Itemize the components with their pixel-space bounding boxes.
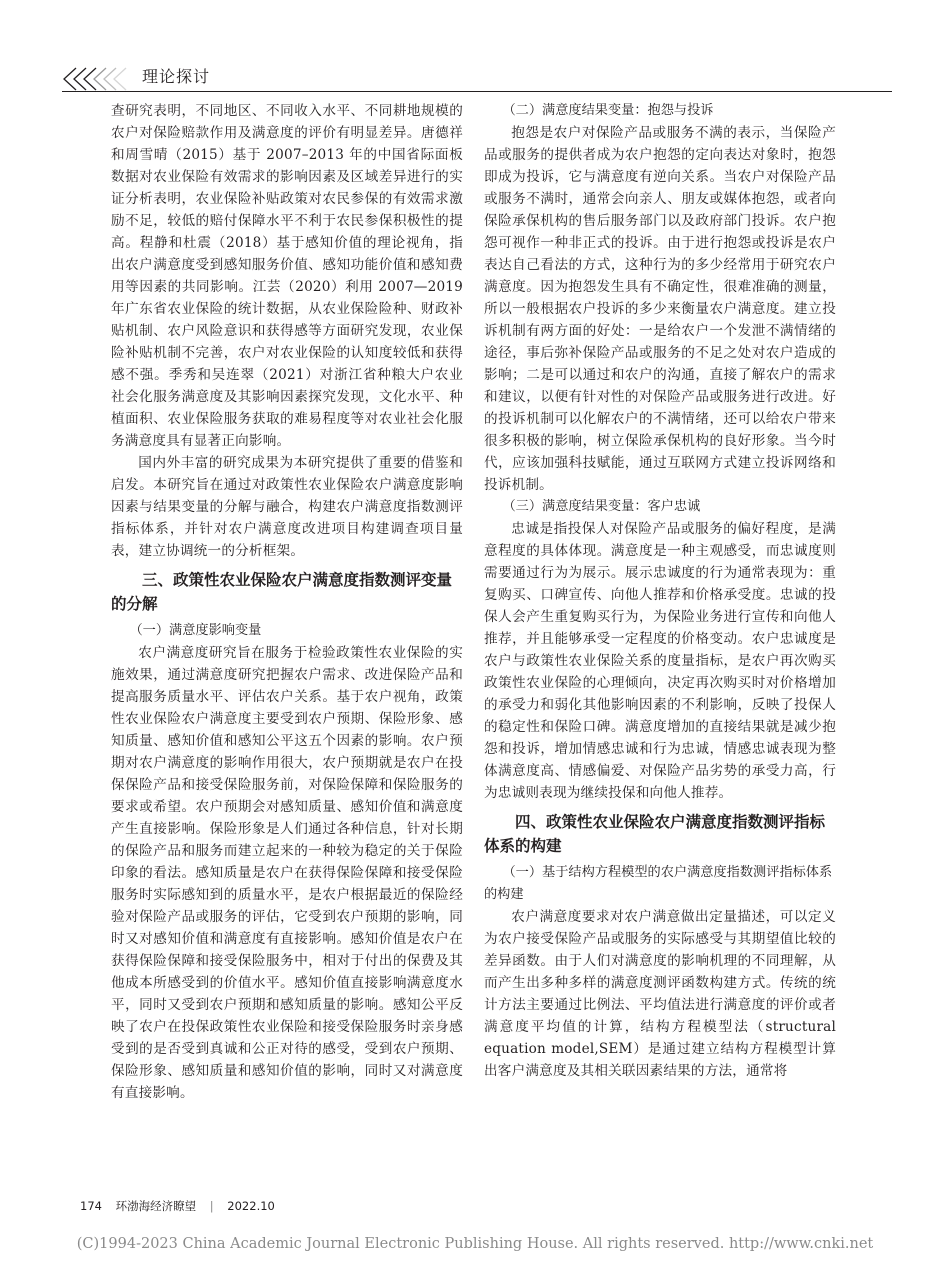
section-heading-4: 四、政策性农业保险农户满意度指数测评指标体系的构建	[484, 813, 826, 855]
section-label: 理论探讨	[142, 67, 211, 86]
paragraph-literature-review: 查研究表明，不同地区、不同收入水平、不同耕地规模的农户对保险赔款作用及满意度的评价有明显差异。唐德祥和周雪晴（2015）基于 2007–2013 年的中国省际面板数据对农业保险有效需求的影响因素及区域差异进行的实证分析表明，农业保险补贴政策对农民参保的有效需求激励不足，较低的赔付保障水平不利于农民参保积极性的提高。程静和杜震（2018）基于感知价值的理论视角，指出农户满意度受到感知服务价值、感知功能价值和感知费用等因素的共同影响。江芸（2020）利用 2007—2019 年广东省农业保险的统计数据，从农业保险险种、财政补贴机制、农户风险意识和获得感等方面研究发现，农业保险补贴机制不完善，农户对农业保险的认知度较低和获得感不强。季秀和吴连翠（2021）对浙江省种粮大户农业社会化服务满意度及其影响因素探究发现，文化水平、种植面积、农业保险服务获取的难易程度等对农业社会化服务满意度具有显著正向影响。	[111, 103, 463, 449]
paragraph-sem-method: 农户满意度要求对农户满意做出定量描述，可以定义为农户接受保险产品或服务的实际感受与其期望值比较的差异函数。由于人们对满意度的影响机理的不同理解，从而产生出多种多样的满意度测评函数构建方式。传统的统计方法主要通过比例法、平均值法进行满意度的评价或者满意度平均值的计算，结构方程模型法（structural equation model,SEM）是通过建立结构方程模型计算出客户满意度及其相关联因素结果的方法，通常将	[484, 909, 836, 1079]
chevron-decoration-icon	[62, 66, 142, 92]
section-heading-3: 三、政策性农业保险农户满意度指数测评变量的分解	[111, 571, 453, 613]
issue-number: 2022.10	[227, 1199, 275, 1213]
subsection-heading-3-2: （二）满意度结果变量：抱怨与投诉	[502, 103, 714, 118]
left-column	[111, 100, 463, 1104]
paragraph-complaints: 抱怨是农户对保险产品或服务不满的表示，当保险产品或服务的提供者成为农户抱怨的定向表达对象时，抱怨即成为投诉，它与满意度有逆向关系。当农户对保险产品或服务不满时，通常会向亲人、朋友或媒体抱怨，或者向保险承保机构的售后服务部门以及政府部门投诉。农户抱怨可视作一种非正式的投诉。由于进行抱怨或投诉是农户表达自己看法的方式，这种行为的多少经常用于研究农户满意度。因为抱怨发生具有不确定性，很难准确的测量，所以一般根据农户投诉的多少来衡量农户满意度。建立投诉机制有两方面的好处：一是给农户一个发泄不满情绪的途径，事后弥补保险产品或服务的不足之处对农户造成的影响；二是可以通过和农户的沟通，直接了解农户的需求和建议，以便有针对性的对保险产品或服务进行改进。好的投诉机制可以化解农户的不满情绪，还可以给农户带来很多积极的影响，树立保险承保机构的良好形象。当今时代，应该加强科技赋能，通过互联网方式建立投诉网络和投诉机制。	[484, 125, 836, 493]
page-number: 174	[80, 1199, 102, 1213]
subsection-heading-4-1: （一）基于结构方程模型的农户满意度指数测评指标体系的构建	[484, 865, 833, 902]
journal-name: 环渤海经济瞭望	[115, 1199, 197, 1213]
paragraph-research-aim: 国内外丰富的研究成果为本研究提供了重要的借鉴和启发。本研究旨在通过对政策性农业保险农户满意度影响因素与结果变量的分解与融合，构建农户满意度指数测评指标体系，并针对农户满意度改进项目构建调查项目量表，建立协调统一的分析框架。	[111, 455, 463, 559]
header-divider	[62, 91, 892, 92]
subsection-heading-3-1: （一）满意度影响变量	[129, 623, 262, 638]
right-column	[484, 100, 836, 1082]
page-footer	[80, 1198, 285, 1214]
subsection-heading-3-3: （三）满意度结果变量：客户忠诚	[502, 499, 701, 514]
footer-separator: |	[209, 1199, 214, 1213]
paragraph-influence-variables: 农户满意度研究旨在服务于检验政策性农业保险的实施效果，通过满意度研究把握农户需求、改进保险产品和提高服务质量水平、评估农户关系。基于农户视角，政策性农业保险农户满意度主要受到农户预期、保险形象、感知质量、感知价值和感知公平这五个因素的影响。农户预期对农户满意度的影响作用很大，农户预期就是农户在投保保险产品和接受保险服务前，对保险保障和保险服务的要求或希望。农户预期会对感知质量、感知价值和满意度产生直接影响。保险形象是人们通过各种信息，针对长期的保险产品和服务而建立起来的一种较为稳定的关于保险印象的看法。感知质量是农户在获得保险保障和接受保险服务时实际感知到的质量水平，是农户根据最近的保险经验对保险产品或服务的评估，它受到农户预期的影响，同时又对感知价值和满意度有直接影响。感知价值是农户在获得保险保障和接受保险服务中，相对于付出的保费及其他成本所感受到的价值水平。感知价值直接影响满意度水平，同时又受到农户预期和感知质量的影响。感知公平反映了农户在投保政策性农业保险和接受保险服务时亲身感受到的是否受到真诚和公正对待的感受，受到农户预期、保险形象、感知质量和感知价值的影响，同时又对满意度有直接影响。	[111, 645, 463, 1101]
paragraph-loyalty: 忠诚是指投保人对保险产品或服务的偏好程度，是满意程度的具体体现。满意度是一种主观感受，而忠诚度则需要通过行为为展示。展示忠诚度的行为通常表现为：重复购买、口碑宣传、向他人推荐和价格承受度。忠诚的投保人会产生重复购买行为，为保险业务进行宣传和向他人推荐，并且能够承受一定程度的价格变动。农户忠诚度是农户与政策性农业保险关系的度量指标，是农户再次购买政策性农业保险的心理倾向，决定再次购买时对价格增加的承受力和弱化其他影响因素的不利影响，反映了投保人的稳定性和保险口碑。满意度增加的直接结果就是减少抱怨和投诉，增加情感忠诚和行为忠诚，情感忠诚表现为整体满意度高、情感偏爱、对保险产品劣势的承受力高，行为忠诚则表现为继续投保和向他人推荐。	[484, 521, 836, 801]
copyright-notice: (C)1994-2023 China Academic Journal Electronic Publishing House. All rights reserved. http://www.cnki.net	[76, 1236, 874, 1252]
